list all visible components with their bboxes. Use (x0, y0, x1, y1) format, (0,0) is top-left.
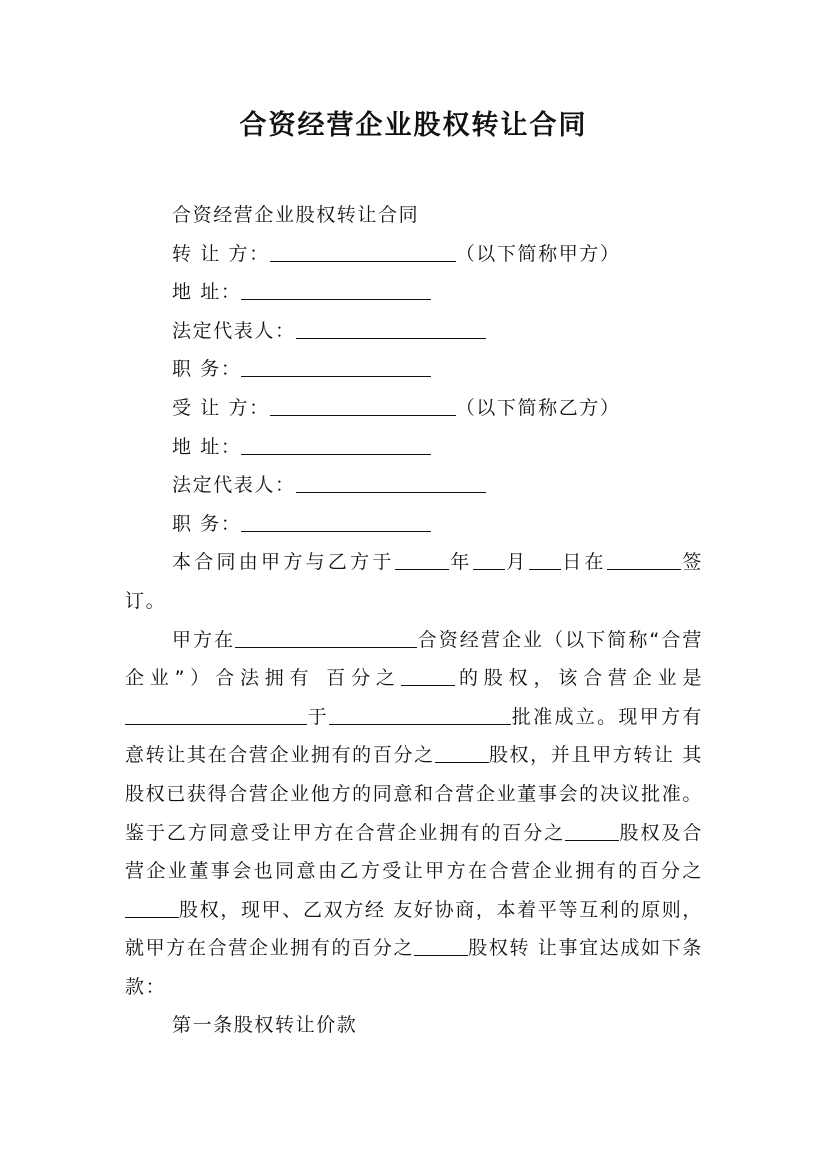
position-blank (241, 356, 431, 377)
document-body (125, 196, 703, 1045)
percent-blank-2 (435, 742, 489, 763)
transferee-line (125, 389, 703, 428)
approval-date-blank (329, 704, 511, 725)
approver-blank (125, 704, 307, 725)
signing-day: 日在 (560, 551, 607, 574)
legal-rep-blank (296, 318, 486, 339)
recital-b: 合资经营企业（以下简称“合营企业”）合法拥有 百分之 (125, 628, 703, 690)
article-1-text: 第一条股权转让价款 (172, 1014, 358, 1037)
recital-c: 的股权，该合营企业是 (454, 667, 703, 690)
place-blank (607, 549, 681, 570)
address-label: 地 址： (172, 281, 242, 304)
transferor-blank (270, 241, 456, 262)
signing-year: 年 (448, 551, 473, 574)
document-title: 合资经营企业股权转让合同 (239, 110, 588, 141)
signing-end: 签 (680, 551, 703, 574)
legal-rep-label: 法定代表人： (172, 319, 296, 342)
transferor-position-line (125, 350, 703, 389)
subtitle-text: 合资经营企业股权转让合同 (172, 204, 420, 226)
transferor-note: （以下简称甲方） (455, 242, 621, 265)
address-label: 地 址： (172, 435, 242, 458)
transferor-address-line (125, 273, 703, 312)
position-blank (241, 511, 431, 532)
address-blank (241, 434, 431, 455)
recital-a: 甲方在 (172, 628, 236, 651)
recital-e: 批准成立。现甲方有意转让其在合营企业拥有的百分之 (125, 705, 703, 767)
enterprise-blank (235, 627, 417, 648)
recital-paragraph (125, 621, 703, 1007)
address-blank (241, 279, 431, 300)
position-label: 职 务： (172, 512, 242, 535)
month-blank (473, 549, 505, 570)
legal-rep-label: 法定代表人： (172, 474, 296, 497)
percent-blank-4 (125, 897, 179, 918)
transferor-legal-rep-line (125, 312, 703, 351)
subtitle (125, 196, 703, 235)
recital-i: 股权转 让事宜达成如下条款： (125, 937, 703, 998)
article-1-heading (125, 1006, 703, 1045)
transferee-label: 受 让 方： (172, 396, 270, 419)
transferee-legal-rep-line (125, 466, 703, 505)
recital-h: 股权，现甲、乙双方经 友好协商，本着平等互利的原则，就甲方在合营企业拥有的百分之 (125, 898, 703, 960)
year-blank (395, 549, 449, 570)
percent-blank-1 (401, 665, 455, 686)
percent-blank-5 (414, 935, 468, 956)
recital-g: 股权及合营企业董事会也同意由乙方受让甲方在合营企业拥有的百分之 (125, 821, 703, 883)
percent-blank-3 (565, 820, 619, 841)
signing-tail: 订。 (125, 589, 167, 612)
day-blank (529, 549, 561, 570)
transferor-label: 转 让 方： (172, 242, 270, 265)
position-label: 职 务： (172, 358, 242, 381)
legal-rep-blank (296, 472, 486, 493)
transferee-blank (270, 395, 456, 416)
signing-month: 月 (504, 551, 529, 574)
recital-d: 于 (307, 705, 330, 728)
transferee-position-line (125, 505, 703, 544)
signing-text-1: 本合同由甲方与乙方于 (172, 551, 395, 574)
recital-f: 股权，并且甲方转让 其股权已获得合营企业他方的同意和合营企业董事会的决议批准。鉴于乙方同意受让甲方在合营企业拥有的百分之 (125, 744, 703, 844)
transferee-note: （以下简称乙方） (455, 396, 621, 419)
transferee-address-line (125, 428, 703, 467)
signing-paragraph (125, 543, 703, 620)
transferor-line (125, 235, 703, 274)
